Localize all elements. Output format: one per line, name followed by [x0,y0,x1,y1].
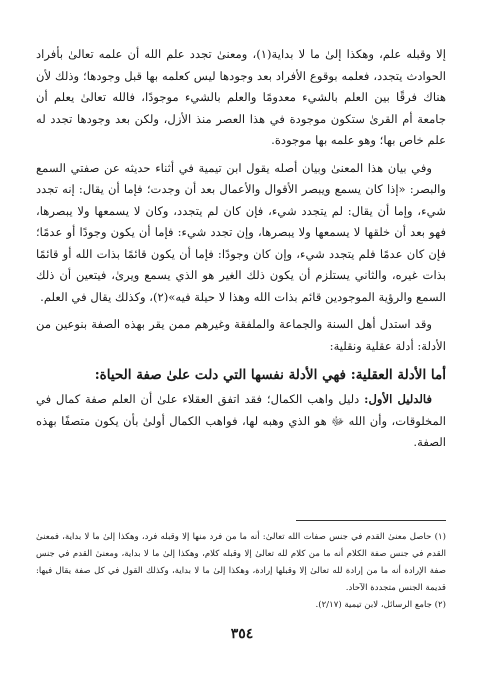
paragraph-2: وفي بيان هذا المعنىٰ وبيان أصله يقول ابن تيمية في أثناء حديثه عن صفتي السمع والبصر: «إذا كان يسمع ويبصر الأقوال والأعمال بعد أن وجدت؛ فإما أن يقال: إنه تجدد شيء، وإما أن يقال: لم يتجدد شيء، فإن كان لم يتجدد، وكان لا يسمعها ولا يبصرها، فهو بعد أن خلقها لا يسمعها ولا يبصرها، وإن تجدد شيء: فإما أن يكون وجودًا أو عدمًا؛ فإن كان عدمًا فلم يتجدد شيء، وإن كان وجودًا: فإما أن يكون قائمًا بذات الله أو قائمًا بذات غيره، والثاني يستلزم أن يكون ذلك الغير هو الذي يسمع ويرىٰ، فيتعين أن ذلك السمع والرؤية الموجودين قائم بذات الله وهذا لا حيلة فيه»(٢)، وكذلك يقال في العلم. [36,160,446,304]
main-text [36,44,446,460]
paragraph-4 [36,389,446,454]
footnote-1: (١) حاصل معنىٰ القدم في جنس صفات الله تعالىٰ: أنه ما من فرد منها إلا وقبله فرد، وهكذا إلىٰ ما لا بداية، فمعنىٰ القدم في جنس صفة الكلام أنه ما من كلام لله تعالىٰ إلا وقبله كلام، وهكذا إلىٰ ما لا بداية، ومعنىٰ القدم في جنس صفة الإرادة أنه ما من إرادة لله تعالىٰ إلا وقبلها إرادة، وهكذا إلىٰ ما لا بداية، وكذلك القول في كل صفة يقال فيها: قديمة الجنس متجددة الآحاد. [36,532,446,593]
section-heading: أما الأدلة العقلية: فهي الأدلة نفسها التي دلت علىٰ صفة الحياة: [94,367,446,383]
footnotes [36,520,446,614]
first-proof-label: فالدليل الأول: [364,392,432,406]
paragraph-3: وقد استدل أهل السنة والجماعة والملفقة وغيرهم ممن يقر بهذه الصفة بنوعين من الأدلة: أدلة عقلية ونقلية: [36,317,446,353]
footnote-2: (٢) جامع الرسائل، لابن تيمية (٢/١٧). [315,600,446,610]
paragraph-1: إلا وقبله علم، وهكذا إلىٰ ما لا بداية(١)، ومعنىٰ تجدد علم الله أن علمه تعالىٰ بأفراد الحوادث يتجدد، فعلمه بوقوع الأفراد بعد وجودها ليس كعلمه بها قبل وجودها؛ وذلك لأن هناك فرقًا بين العلم بالشيء معدومًا والعلم بالشيء موجودًا، فالله تعالىٰ يعلم أن جامعة أم القرىٰ ستكون موجودة في هذا العصر منذ الأزل، ولكن بعد وجودها تجدد له علم خاص بها؛ وهو علمه بها موجودة. [36,47,447,147]
footnote-divider [296,520,446,521]
first-proof-text: دليل واهب الكمال؛ فقد اتفق العقلاء علىٰ أن العلم صفة كمال في المخلوقات، وأن الله ﷻ هو الذي وهبه لها، فواهب الكمال أولىٰ بأن يكون متصفًا بهذه الصفة. [36,392,446,449]
page-number: ٣٥٤ [230,626,254,642]
